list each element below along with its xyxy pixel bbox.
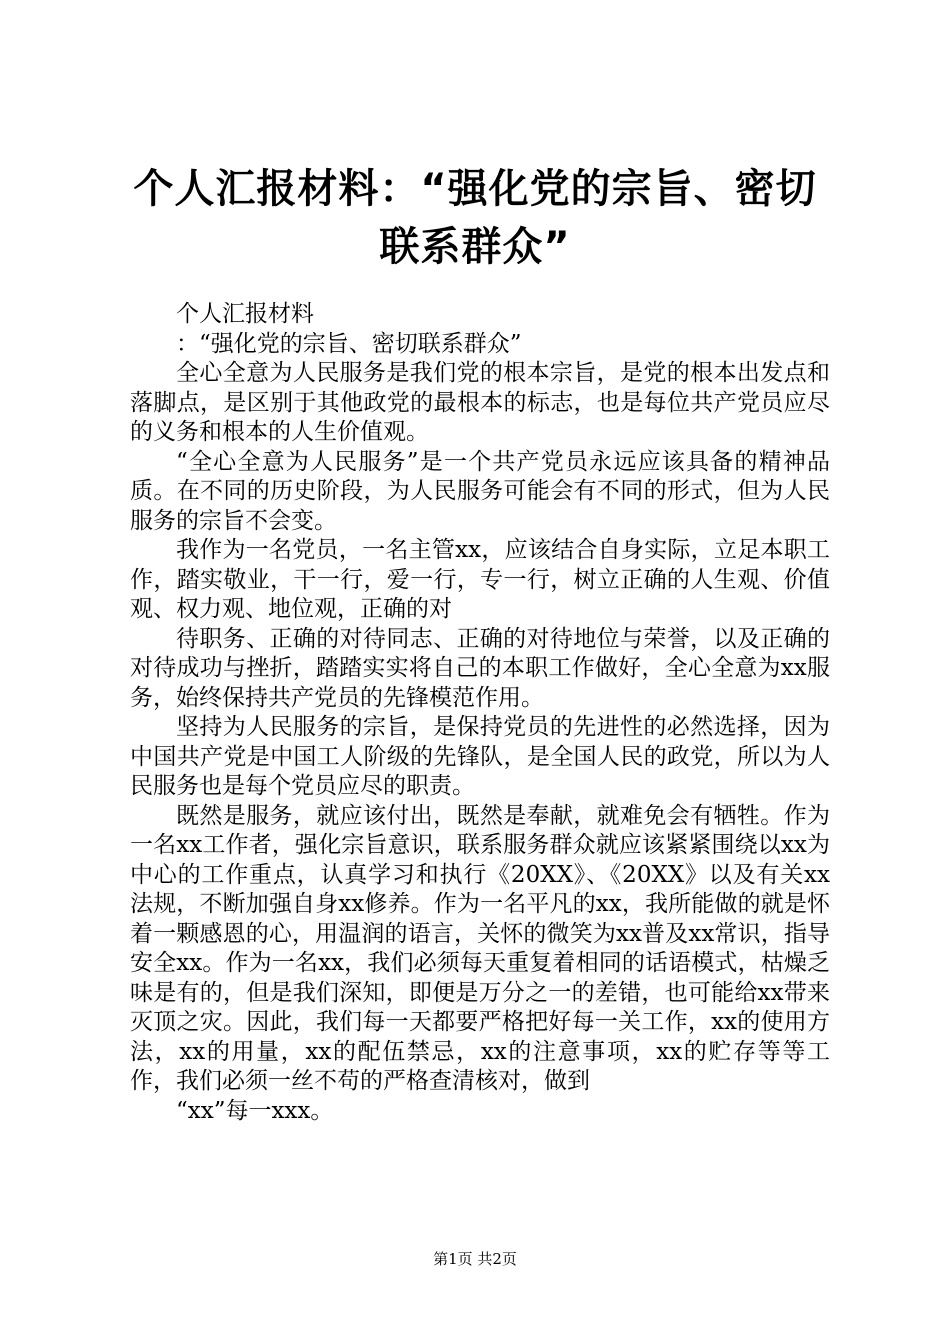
page-footer: 第1页 共2页: [433, 1250, 517, 1268]
paragraph: 既然是服务，就应该付出，既然是奉献，就难免会有牺牲。作为一名xx工作者，强化宗旨意识，联系服务群众就应该紧紧围绕以xx为中心的工作重点，认真学习和执行《20XX》、《20XX》以及有关xx法规，不断加强自身xx修养。作为一名平凡的xx，我所能做的就是怀着一颗感恩的心，用温润的语言，关怀的微笑为xx普及xx常识，指导安全xx。作为一名xx，我们必须每天重复着相同的话语模式，枯燥乏味是有的，但是我们深知，即便是万分之一的差错，也可能给xx带来灭顶之灾。因此，我们每一天都要严格把好每一关工作，xx的使用方法，xx的用量，xx的配伍禁忌，xx的注意事项，xx的贮存等等工作，我们必须一丝不苟的严格查清核对，做到: [130, 802, 830, 1094]
paragraph: “全心全意为人民服务”是一个共产党员永远应该具备的精神品质。在不同的历史阶段，为人民服务可能会有不同的形式，但为人民服务的宗旨不会变。: [130, 448, 830, 534]
paragraph: 我作为一名党员，一名主管xx，应该结合自身实际，立足本职工作，踏实敬业，干一行，爱一行，专一行，树立正确的人生观、价值观、权力观、地位观，正确的对: [130, 537, 830, 622]
paragraph: 坚持为人民服务的宗旨，是保持党员的先进性的必然选择，因为中国共产党是中国工人阶级的先锋队，是全国人民的政党，所以为人民服务也是每个党员应尽的职责。: [130, 714, 830, 799]
paragraph: ：“强化党的宗旨、密切联系群众”: [176, 330, 522, 357]
document-title: 个人汇报材料：“强化党的宗旨、密切联系群众”: [133, 166, 817, 270]
document-body: [130, 300, 830, 1126]
paragraph: 个人汇报材料: [176, 301, 314, 327]
paragraph: 待职务、正确的对待同志、正确的对待地位与荣誉，以及正确的对待成功与挫折，踏踏实实将自己的本职工作做好，全心全意为xx服务，始终保持共产党员的先锋模范作用。: [130, 625, 830, 711]
paragraph: “xx”每一xxx。: [176, 1097, 334, 1124]
paragraph: 全心全意为人民服务是我们党的根本宗旨，是党的根本出发点和落脚点，是区别于其他政党的最根本的标志，也是每位共产党员应尽的义务和根本的人生价值观。: [130, 360, 830, 445]
